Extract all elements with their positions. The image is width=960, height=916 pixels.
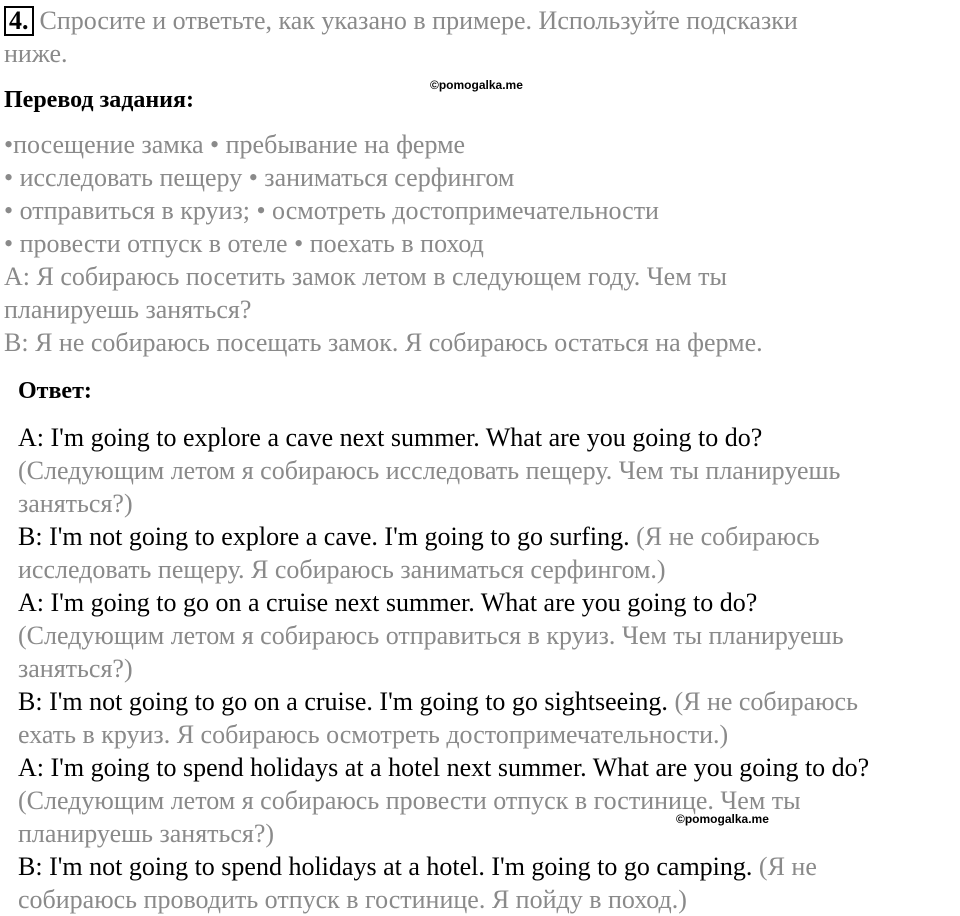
translation-line: • провести отпуск в отеле • поехать в поход xyxy=(4,229,484,258)
answer-translation: (Я не собираюсь xyxy=(667,687,858,716)
answer-translation-line: (Следующим летом я собираюсь провести отпуск в гостинице. Чем ты xyxy=(18,786,801,815)
translation-line: •посещение замка • пребывание на ферме xyxy=(4,130,466,159)
translation-line: А: Я собираюсь посетить замок летом в следующем году. Чем ты xyxy=(4,262,727,291)
answer-translation-line: (Следующим летом я собираюсь исследовать пещеру. Чем ты планируешь xyxy=(18,456,841,485)
answer-translation-line: (Следующим летом я собираюсь отправиться в круиз. Чем ты планируешь xyxy=(18,621,844,650)
task-number: 4. xyxy=(4,6,34,36)
answer-line xyxy=(18,520,820,553)
answer-line xyxy=(18,850,817,883)
translation-line: • отправиться в круиз; • осмотреть достопримечательности xyxy=(4,196,659,225)
answer-english: B: I'm not going to spend holidays at a hotel. I'm going to go camping. xyxy=(18,852,753,881)
answer-translation-line: заняться?) xyxy=(18,489,133,518)
translation-line: планируешь заняться? xyxy=(4,295,252,324)
answer-english: B: I'm not going to go on a cruise. I'm going to go sightseeing. xyxy=(18,687,668,716)
answer-line: A: I'm going to go on a cruise next summer. What are you going to do? xyxy=(18,588,758,617)
answer-heading: Ответ: xyxy=(18,378,92,404)
translation-line: В: Я не собираюсь посещать замок. Я собираюсь остаться на ферме. xyxy=(4,328,763,357)
answer-translation: (Я не xyxy=(752,852,817,881)
translation-heading: Перевод задания: xyxy=(4,87,194,113)
translation-line: • исследовать пещеру • заниматься серфингом xyxy=(4,163,515,192)
answer-translation-line: заняться?) xyxy=(18,654,133,683)
answer-translation-line: собираюсь проводить отпуск в гостинице. Я пойду в поход.) xyxy=(18,885,687,914)
answer-translation-line: планируешь заняться?) xyxy=(18,819,275,848)
answer-translation: (Я не собираюсь xyxy=(629,522,820,551)
task-instruction xyxy=(4,4,798,37)
answer-translation-line: ехать в круиз. Я собираюсь осмотреть достопримечательности.) xyxy=(18,720,729,749)
answer-line: A: I'm going to explore a cave next summer. What are you going to do? xyxy=(18,423,763,452)
answer-line: A: I'm going to spend holidays at a hotel next summer. What are you going to do? xyxy=(18,753,870,782)
answer-english: B: I'm not going to explore a cave. I'm going to go surfing. xyxy=(18,522,630,551)
watermark-top: ©pomogalka.me xyxy=(430,78,523,92)
watermark-bottom: ©pomogalka.me xyxy=(676,812,769,826)
answer-translation-line: исследовать пещеру. Я собираюсь заниматься серфингом.) xyxy=(18,555,666,584)
task-instruction-line2: ниже. xyxy=(4,39,68,68)
task-instruction-line1: Спросите и ответьте, как указано в примере. Используйте подсказки xyxy=(39,6,798,35)
answer-line xyxy=(18,685,858,718)
